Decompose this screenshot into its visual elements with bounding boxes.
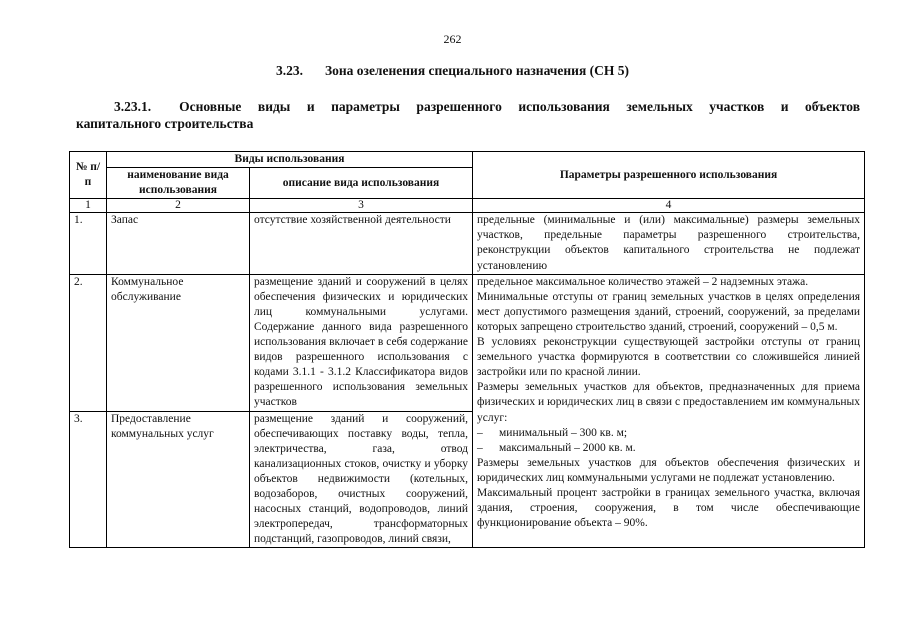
params-reconstruction: В условиях реконструкции существующей застройки отступы от границ земельного участка формируются в соответствии со сложившейся линией застройки или по красной линии. [477,336,861,379]
usage-name: Коммунальное обслуживание [107,274,250,411]
section-heading: Зона озеленения специального назначения (СН 5) [324,63,629,78]
params-min-size: – минимальный – 300 кв. м; [477,426,860,441]
usage-description: отсутствие хозяйственной деятельности [250,213,473,274]
section-number: 3.23. [275,63,303,78]
params-min-setbacks: Минимальные отступы от границ земельных участков в целях определения мест допустимого размещения зданий, строений, сооружений, за пределами которых запрещено строительство зданий, строений, сооружений – 0,5 м. [477,290,861,333]
col-number-4: 4 [473,199,865,213]
page-number: 262 [443,32,462,46]
usage-params [473,274,865,548]
subsection-heading-line2: капитального строительства [76,116,254,131]
usage-description: размещение зданий и сооружений, обеспечивающих поставку воды, тепла, электричества, газа, отвод канализационных стоков, очистку и уборку объектов недвижимости (котельных, водозаборов, очистных сооружений, насосных станций, водопроводов, линий электропередач, трансформаторных подстанций, газопроводов, линий связи, [250,411,473,548]
params-max-coverage: Максимальный процент застройки в границах земельного участка, включая здания, строения, сооружения, в том числе обеспечивающие функционирование объекта – 90%. [477,486,861,530]
usage-params: предельные (минимальные и (или) максимальные) размеры земельных участков, предельные параметры разрешенного строительства, реконструкции объектов капитального строительства не подлежат установлению [473,213,865,274]
col-number-3: 3 [250,199,473,213]
subsection-number: 3.23.1. [114,99,152,114]
header-usage-name: наименование вида использования [107,168,250,199]
usage-name: Предоставление коммунальных услуг [107,411,250,548]
subsection-heading-line1: Основные виды и параметры разрешенного использования земельных участков и объектов [179,99,860,114]
table-row [70,274,865,411]
dash-marker: – [477,426,483,439]
col-number-1: 1 [70,199,107,213]
subsection-title-line1 [76,98,860,115]
row-number: 2. [70,274,107,411]
params-max-size: – максимальный – 2000 кв. м. [477,441,860,456]
subsection-title [76,98,860,132]
usage-description: размещение зданий и сооружений в целях обеспечения физических и юридических лиц коммунальными услугами. Содержание данного вида разрешенного использования включает в себя содержание видов разрешенного использования с кодами 3.1.1 - 3.1.2 Классификатора видов разрешенного использования земельных участков [250,274,473,411]
params-max-floors: предельное максимальное количество этажей – 2 надземных этажа. [477,275,809,288]
header-params: Параметры разрешенного использования [473,152,865,199]
params-utility-plots: Размеры земельных участков для объектов обеспечения физических и юридических лиц коммунальными услугами не подлежат установлению. [477,456,861,484]
usage-name: Запас [107,213,250,274]
table-row [70,213,865,274]
row-number: 3. [70,411,107,548]
col-number-2: 2 [107,199,250,213]
header-usage-types: Виды использования [107,152,473,168]
header-usage-desc: описание вида использования [250,168,473,199]
row-number: 1. [70,213,107,274]
usage-table [69,151,865,548]
dash-marker: – [477,441,483,454]
section-title [0,63,905,79]
header-num: № п/п [70,152,107,199]
params-plot-sizes-intro: Размеры земельных участков для объектов, предназначенных для приема физических и юридических лиц в связи с предоставлением им коммунальных услуг: [477,381,861,424]
